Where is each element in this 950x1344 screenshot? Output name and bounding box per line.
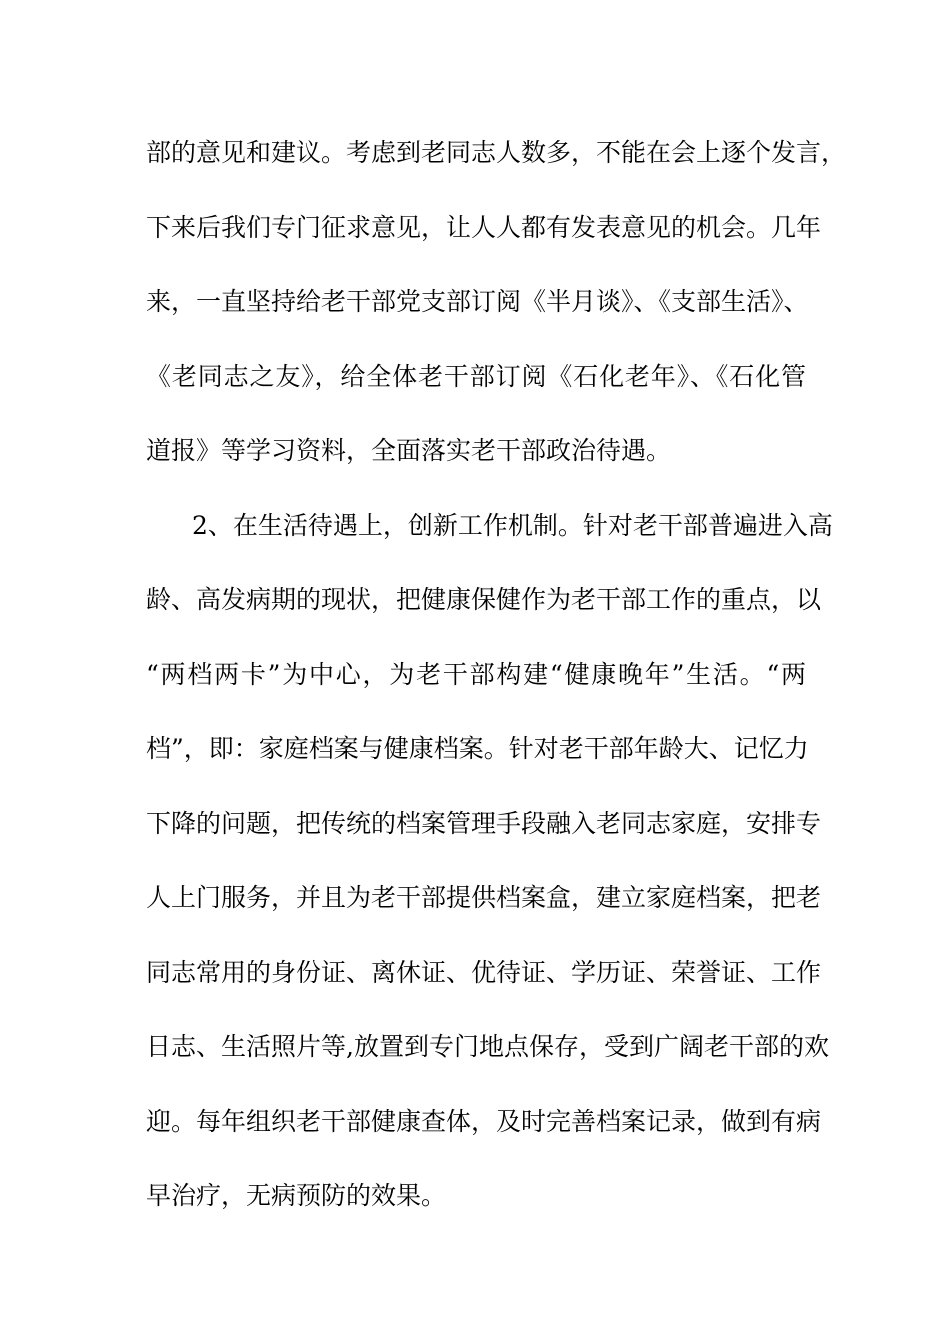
paragraph-1-line-2: 下来后我们专门征求意见，让人人都有发表意见的机会。几年	[146, 212, 822, 242]
paragraph-2-line-5: 下降的问题，把传统的档案管理手段融入老同志家庭，安排专	[146, 808, 822, 838]
paragraph-1-line-1: 部的意见和建议。考虑到老同志人数多，不能在会上逐个发言，	[146, 138, 847, 167]
paragraph-2-line-6: 人上门服务，并且为老干部提供档案盒，建立家庭档案，把老	[146, 883, 822, 912]
paragraph-1-line-3: 来，一直坚持给老干部党支部订阅《半月谈》、《支部生活》、	[146, 287, 809, 316]
paragraph-2-line-2: 龄、高发病期的现状，把健康保健作为老干部工作的重点，以	[146, 585, 822, 614]
paragraph-2-line-8: 日志、生活照片等,放置到专门地点保存，受到广阔老干部的欢	[146, 1032, 829, 1061]
paragraph-2-line-10: 早治疗，无病预防的效果。	[146, 1181, 447, 1210]
paragraph-2	[146, 501, 833, 1246]
paragraph-1	[146, 128, 847, 501]
paragraph-1-line-4: 《老同志之友》，给全体老干部订阅《石化老年》、《石化管	[146, 361, 806, 391]
paragraph-2-line-4: 档”，即：家庭档案与健康档案。针对老干部年龄大、记忆力	[146, 734, 809, 763]
document-body	[146, 128, 847, 1246]
paragraph-2-line-1: 2、在生活待遇上，创新工作机制。针对老干部普遍进入高	[192, 510, 833, 540]
paragraph-2-line-7: 同志常用的身份证、离休证、优待证、学历证、荣誉证、工作	[146, 957, 822, 987]
paragraph-2-line-3: “两档两卡”为中心，为老干部构建“健康晚年”生活。“两	[146, 659, 806, 689]
paragraph-2-line-9: 迎。每年组织老干部健康查体，及时完善档案记录，做到有病	[146, 1106, 822, 1136]
paragraph-1-line-5: 道报》等学习资料，全面落实老干部政治待遇。	[146, 436, 672, 465]
